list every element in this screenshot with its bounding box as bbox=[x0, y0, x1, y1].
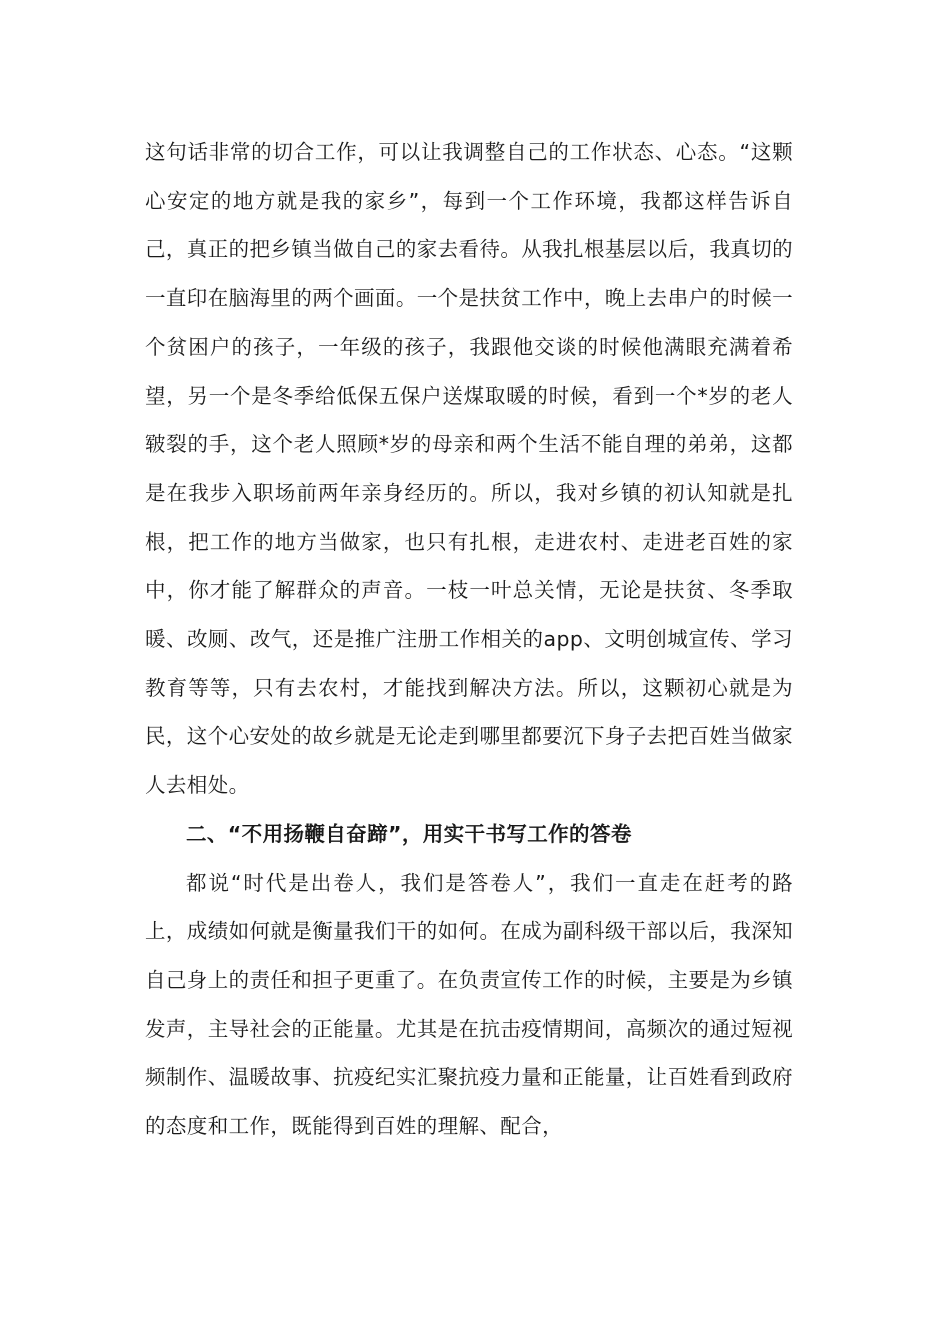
document-body bbox=[145, 128, 793, 1151]
section-heading: 二、“不用扬鞭自奋蹄”，用实干书写工作的答卷 bbox=[186, 821, 632, 846]
paragraph-2: 都说“时代是出卷人，我们是答卷人”，我们一直走在赶考的路上，成绩如何就是衡量我们干的如何。在成为副科级干部以后，我深知自己身上的责任和担子更重了。在负责宣传工作的时候，主要是为乡镇发声，主导社会的正能量。尤其是在抗击疫情期间，高频次的通过短视频制作、温暖故事、抗疫纪实汇聚抗疫力量和正能量，让百姓看到政府的态度和工作，既能得到百姓的理解、配合， bbox=[145, 870, 793, 1139]
paragraph-1: 这句话非常的切合工作，可以让我调整自己的工作状态、心态。“这颗心安定的地方就是我的家乡”，每到一个工作环境，我都这样告诉自己，真正的把乡镇当做自己的家去看待。从我扎根基层以后，我真切的一直印在脑海里的两个画面。一个是扶贫工作中，晚上去串户的时候一个贫困户的孩子，一年级的孩子，我跟他交谈的时候他满眼充满着希望，另一个是冬季给低保五保户送煤取暖的时候，看到一个*岁的老人皲裂的手，这个老人照顾*岁的母亲和两个生活不能自理的弟弟，这都是在我步入职场前两年亲身经历的。所以，我对乡镇的初认知就是扎根，把工作的地方当做家，也只有扎根，走进农村、走进老百姓的家中，你才能了解群众的声音。一枝一叶总关情，无论是扶贫、冬季取暖、改厕、改气，还是推广注册工作相关的app、文明创城宣传、学习教育等等，只有去农村，才能找到解决方法。所以，这颗初心就是为民，这个心安处的故乡就是无论走到哪里都要沉下身子去把百姓当做家人去相处。 bbox=[145, 140, 793, 798]
